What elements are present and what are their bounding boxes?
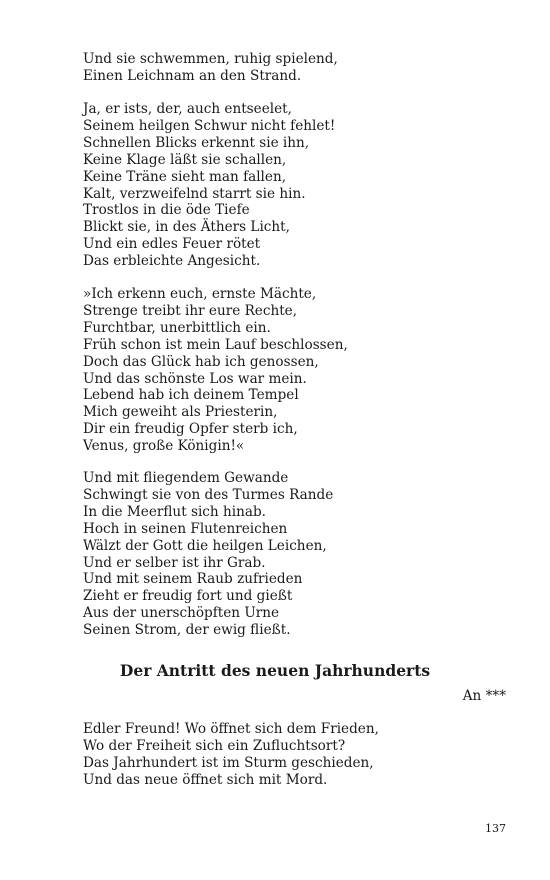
verse-line: Und das neue öffnet sich mit Mord. xyxy=(83,771,328,788)
verse-line: »Ich erkenn euch, ernste Mächte, xyxy=(83,286,317,302)
verse-line: Das Jahrhundert ist im Sturm geschieden, xyxy=(83,754,374,771)
verse-line: Keine Träne sieht man fallen, xyxy=(83,168,287,185)
verse-line: Lebend hab ich deinem Tempel xyxy=(83,387,299,404)
verse-line: Blickt sie, in des Äthers Licht, xyxy=(83,219,290,236)
verse-line: Und das schönste Los war mein. xyxy=(83,370,307,387)
verse-line: Einen Leichnam an den Strand. xyxy=(83,67,302,84)
verse-line: Strenge treibt ihr eure Rechte, xyxy=(83,302,298,319)
verse-line: Venus, große Königin!« xyxy=(83,438,245,455)
stanza-2 xyxy=(83,101,335,270)
verse-line: Aus der unerschöpften Urne xyxy=(83,605,280,622)
verse-line: Dir ein freudig Opfer sterb ich, xyxy=(83,421,298,438)
page-number: 137 xyxy=(485,822,506,835)
verse-line: Und mit fliegendem Gewande xyxy=(83,470,289,486)
verse-line: Wo der Freiheit sich ein Zufluchtsort? xyxy=(83,737,346,754)
verse-line: Doch das Glück hab ich genossen, xyxy=(83,353,319,370)
verse-line: Keine Klage läßt sie schallen, xyxy=(83,151,287,168)
poem-title: Der Antritt des neuen Jahrhunderts xyxy=(119,661,431,680)
verse-line: Zieht er freudig fort und gießt xyxy=(83,588,293,605)
verse-line: Seinen Strom, der ewig fließt. xyxy=(83,622,291,639)
verse-line: Wälzt der Gott die heilgen Leichen, xyxy=(83,537,327,554)
verse-line: Edler Freund! Wo öffnet sich dem Frieden, xyxy=(83,721,379,737)
stanza-4 xyxy=(83,470,333,639)
verse-line: Früh schon ist mein Lauf beschlossen, xyxy=(83,336,348,353)
verse-line: Trostlos in die öde Tiefe xyxy=(83,202,250,219)
verse-line: Und ein edles Feuer rötet xyxy=(83,236,261,253)
stanza-5 xyxy=(83,721,379,789)
verse-line: Und sie schwemmen, ruhig spielend, xyxy=(83,51,338,67)
verse-line: Hoch in seinen Flutenreichen xyxy=(83,520,288,537)
stanza-1 xyxy=(83,51,338,85)
verse-line: Ja, er ists, der, auch entseelet, xyxy=(83,101,292,117)
verse-line: Und mit seinem Raub zufrieden xyxy=(83,571,303,588)
stanza-3 xyxy=(83,286,348,455)
verse-line: Kalt, verzweifelnd starrt sie hin. xyxy=(83,185,306,202)
verse-line: Furchtbar, unerbittlich ein. xyxy=(83,319,271,336)
verse-line: Schnellen Blicks erkennt sie ihn, xyxy=(83,134,310,151)
verse-line: Schwingt sie von des Turmes Rande xyxy=(83,486,334,503)
verse-line: Seinem heilgen Schwur nicht fehlet! xyxy=(83,117,336,134)
poem-dedication: An *** xyxy=(462,688,506,704)
verse-line: Mich geweiht als Priesterin, xyxy=(83,404,278,421)
verse-line: Das erbleichte Angesicht. xyxy=(83,253,261,270)
verse-line: Und er selber ist ihr Grab. xyxy=(83,554,266,571)
verse-line: In die Meerflut sich hinab. xyxy=(83,503,266,520)
